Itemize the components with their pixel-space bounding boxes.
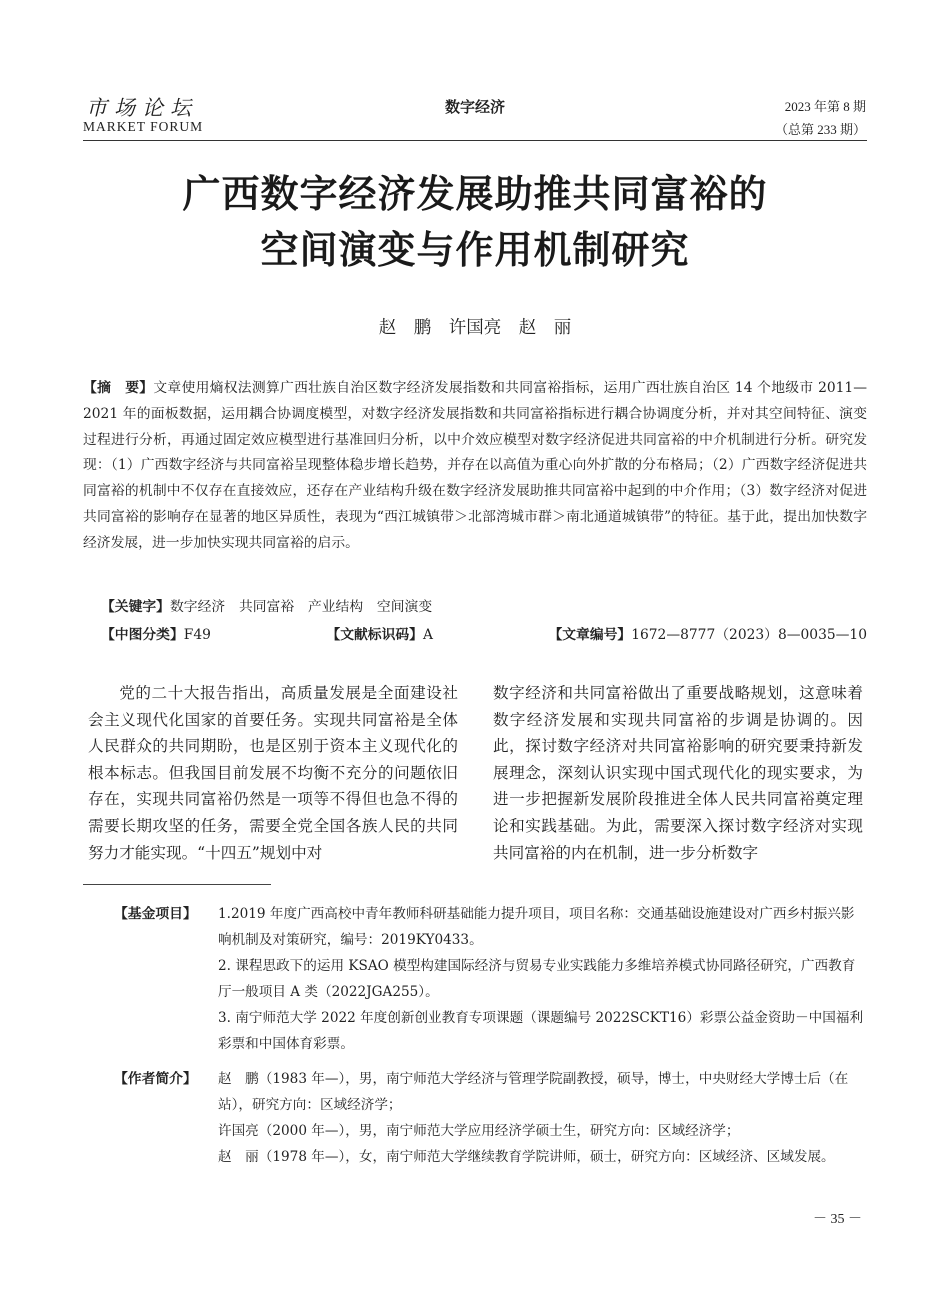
funding-item: 2. 课程思政下的运用 KSAO 模型构建国际经济与贸易专业实践能力多维培养模式协同路径研究，广西教育厅一般项目 A 类（2022JGA255）。: [218, 958, 856, 1000]
author-bio-section: [114, 1066, 866, 1170]
clc-value: F49: [183, 627, 211, 643]
author-bio-item: 赵 鹏（1983 年—），男，南宁师范大学经济与管理学院副教授，硕导，博士，中央财经大学博士后（在站），研究方向：区域经济学；: [218, 1071, 849, 1113]
clc-label: 【中图分类】: [101, 627, 184, 643]
author-bio-item: 赵 丽（1978 年—），女，南宁师范大学继续教育学院讲师，硕士，研究方向：区域经济、区域发展。: [218, 1149, 835, 1165]
body-paragraph: 党的二十大报告指出，高质量发展是全面建设社会主义现代化国家的首要任务。实现共同富裕是全体人民群众的共同期盼，也是区别于资本主义现代化的根本标志。但我国目前发展不均衡不充分的问题依旧存在，实现共同富裕仍然是一项等不得但也急不得的需要长期攻坚的任务，需要全党全国各族人民的共同努力才能实现。“十四五”规划中对: [88, 684, 458, 862]
title-line-2: 空间演变与作用机制研究: [260, 227, 690, 272]
keywords-text: 数字经济 共同富裕 产业结构 空间演变: [169, 599, 433, 615]
abstract-text: 文章使用熵权法测算广西壮族自治区数字经济发展指数和共同富裕指标，运用广西壮族自治区 14 个地级市 2011—2021 年的面板数据，运用耦合协调度模型，对数字经济发展指数和共同富裕指标进行耦合协调度分析，并对其空间特征、演变过程进行分析，再通过固定效应模型进行基准回归分析，以中介效应模型对数字经济促进共同富裕的中介机制进行分析。研究发现：（1）广西数字经济与共同富裕呈现整体稳步增长趋势，并存在以高值为重心向外扩散的分布格局；（2）广西数字经济促进共同富裕的机制中不仅存在直接效应，还存在产业结构升级在数字经济发展助推共同富裕中起到的中介作用；（3）数字经济对促进共同富裕的影响存在显著的地区异质性，表现为“西江城镇带＞北部湾城市群＞南北通道城镇带”的特征。基于此，提出加快数字经济发展，进一步加快实现共同富裕的启示。: [83, 380, 867, 551]
body-paragraph: 数字经济和共同富裕做出了重要战略规划，这意味着数字经济发展和实现共同富裕的步调是协调的。因此，探讨数字经济对共同富裕影响的研究要秉持新发展理念，深刻认识实现中国式现代化的现实要求，为进一步把握新发展阶段推进全体人民共同富裕奠定理论和实践基础。为此，需要深入探讨数字经济对实现共同富裕的内在机制，进一步分析数字: [493, 684, 863, 862]
author-bio-label: 【作者简介】: [114, 1071, 197, 1087]
article-title: [0, 166, 950, 278]
funding-item: 1.2019 年度广西高校中青年教师科研基础能力提升项目，项目名称：交通基础设施建设对广西乡村振兴影响机制及对策研究，编号：2019KY0433。: [218, 906, 855, 948]
classification-row: [101, 624, 867, 646]
funding-items: [218, 901, 866, 1057]
author-list: 赵 鹏 许国亮 赵 丽: [378, 318, 572, 338]
issue-total: （总第 233 期）: [774, 122, 866, 137]
article-number-field: [548, 624, 867, 646]
issue-number: 2023 年第 8 期: [784, 99, 866, 114]
keywords-label: 【关键字】: [101, 599, 170, 615]
article-number-value: 1672—8777（2023）8—0035—10: [631, 627, 867, 643]
funding-section: [114, 901, 866, 1057]
header-rule: [83, 140, 867, 141]
author-bio-item: 许国亮（2000 年—），男，南宁师范大学应用经济学硕士生，研究方向：区域经济学；: [218, 1123, 740, 1139]
page-number: － 35 －: [813, 1212, 862, 1227]
footnote-rule: [83, 884, 271, 885]
clc-field: [101, 624, 211, 646]
title-line-1: 广西数字经济发展助推共同富裕的: [182, 171, 768, 216]
funding-label: 【基金项目】: [114, 906, 197, 922]
section-name: 数字经济: [444, 98, 505, 116]
body-column-right: [493, 680, 863, 866]
keywords: [101, 596, 432, 618]
author-bio-items: [218, 1066, 866, 1170]
journal-name-english: MARKET FORUM: [83, 119, 204, 134]
doc-code-field: [326, 624, 433, 646]
abstract-label: 【摘 要】: [83, 380, 154, 396]
doc-code-value: A: [422, 627, 433, 643]
article-number-label: 【文章编号】: [548, 627, 632, 643]
issue-info: [775, 95, 866, 141]
journal-name-chinese: 市场论坛: [86, 96, 198, 120]
funding-item: 3. 南宁师范大学 2022 年度创新创业教育专项课题（课题编号 2022SCKT16）彩票公益金资助－中国福利彩票和中国体育彩票。: [218, 1010, 864, 1052]
body-column-left: [88, 680, 458, 866]
abstract: [83, 376, 867, 557]
doc-code-label: 【文献标识码】: [326, 627, 423, 643]
